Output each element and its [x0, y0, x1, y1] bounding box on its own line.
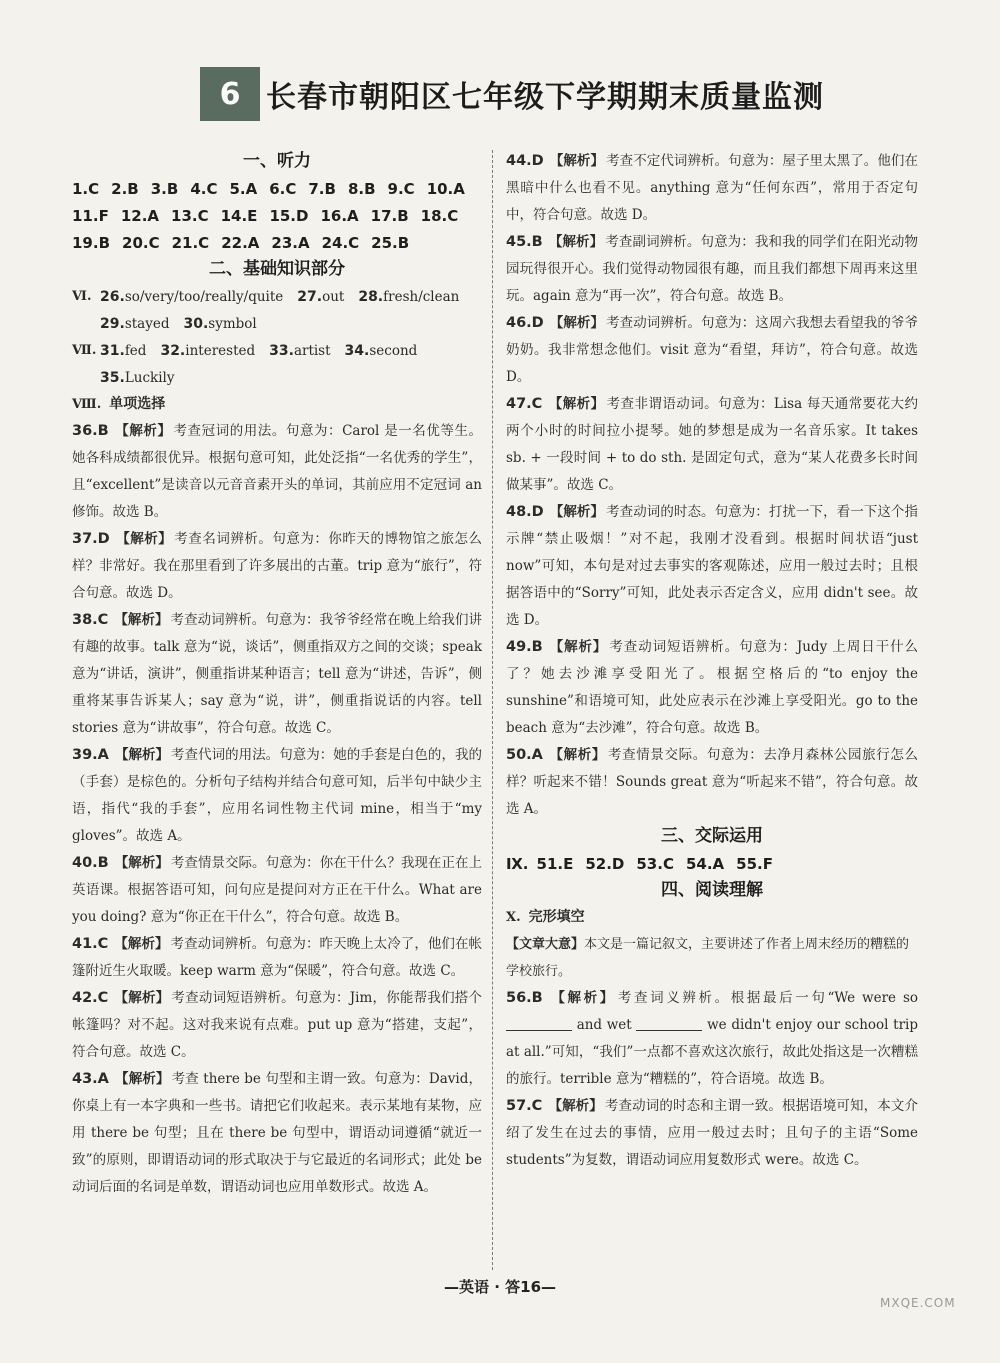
answer-item: 23.A	[271, 233, 310, 252]
answer-number: 49.B	[506, 639, 543, 655]
answer-item: 14.E	[220, 206, 258, 225]
answer-number: 45.B	[506, 234, 543, 250]
explanation-text: 考查代词的用法。句意为：她的手套是白色的，我的（手套）是棕色的。分析句子结构并结合句意可知，后半句中缺少主语，指代“我的手套”，应用名词性物主代词 mine，相当于“my gloves”。故选 A。	[72, 747, 483, 844]
answer-item: 4.C	[190, 179, 218, 198]
answer-number: 46.D	[506, 315, 544, 331]
x-title: 完形填空	[528, 909, 585, 925]
answer-item: 24.C	[321, 233, 360, 252]
right-column	[506, 148, 918, 1174]
answer-word: symbol	[208, 315, 257, 332]
answer-number: 40.B	[72, 855, 109, 871]
vii-row-2	[72, 364, 482, 391]
right-explanations	[506, 148, 918, 823]
answer-item: 54.A	[685, 854, 725, 873]
vi-label: Ⅵ.	[72, 289, 92, 304]
answer-word: fed	[124, 342, 147, 359]
answer-item: 16.A	[320, 206, 359, 225]
page-title: 长春市朝阳区七年级下学期期末质量监测	[266, 80, 824, 115]
fill-answer	[160, 343, 255, 359]
q56-text-a: 考查词义辨析。根据最后一句“We were so	[617, 990, 919, 1006]
explanation-57	[506, 1093, 918, 1174]
blank-line	[636, 1017, 702, 1031]
viii-label: Ⅷ.	[72, 397, 102, 412]
answer-number: 32.	[160, 342, 186, 359]
explanation-text: 考查冠词的用法。句意为：Carol 是一名优等生。她各科成绩都很优异。根据句意可知，此处泛指“一名优秀的学生”，且“excellent”是读音以元音音素开头的单词，其前应用不定冠词 an 修饰。故选 B。	[72, 423, 482, 520]
answer-word: fresh/clean	[383, 288, 460, 305]
answer-number: 31.	[100, 342, 125, 359]
explanation-text: 考查动词短语辨析。句意为：Jim，你能帮我们搭个帐篷吗？对不起。这对我来说有点难。put up 意为“搭建，支起”，符合句意。故选 C。	[72, 990, 483, 1060]
fill-answer	[100, 370, 174, 386]
section-communication-title: 三、交际运用	[661, 826, 763, 846]
answer-number: 30.	[183, 315, 209, 332]
fill-answer	[297, 289, 344, 305]
answer-item: 18.C	[420, 206, 459, 225]
fill-answer	[100, 289, 283, 305]
analysis-tag: 【解析】	[549, 153, 605, 169]
explanation-item	[72, 985, 482, 1066]
answer-row	[72, 202, 482, 229]
answer-item: 22.A	[221, 233, 260, 252]
x-label: Ⅹ.	[506, 910, 521, 925]
answer-number: 29.	[100, 315, 125, 332]
vi-row-1	[72, 283, 482, 310]
q56-text-b: and wet	[576, 1017, 632, 1033]
analysis-tag: 【解析】	[114, 747, 170, 763]
ix-label: Ⅸ.	[506, 854, 529, 873]
explanation-item	[72, 526, 482, 607]
answer-item: 25.B	[371, 233, 410, 252]
viii-title: 单项选择	[109, 396, 166, 412]
explanation-text: 考查情景交际。句意为：你在干什么？我现在正在上英语课。根据答语可知，问句应是提问对方正在干什么。What are you doing? 意为“你正在干什么”，符合句意。故选 B。	[72, 855, 483, 925]
analysis-tag: 【解析】	[549, 315, 605, 331]
answer-item: 8.B	[347, 179, 376, 198]
section-basic-title: 二、基础知识部分	[209, 259, 345, 279]
analysis-tag: 【解析】	[548, 1098, 603, 1114]
answer-item: 1.C	[72, 179, 100, 198]
answer-word: artist	[293, 342, 331, 359]
answer-item: 2.B	[111, 179, 139, 198]
answer-item: 17.B	[370, 206, 409, 225]
vii-row-1	[72, 337, 482, 364]
explanation-text: 考查不定代词辨析。句意为：屋子里太黑了。他们在黑暗中什么也看不见。anything 意为“任何东西”，常用于否定句中，符合句意。故选 D。	[506, 153, 919, 223]
answer-number: 42.C	[72, 990, 109, 1006]
explanation-text: 考查动词辨析。句意为：昨天晚上太冷了，他们在帐篷附近生火取暖。keep warm 意为“保暖”，符合句意。故选 C。	[72, 936, 483, 979]
explanation-item	[72, 931, 482, 985]
explanation-text: 考查动词辨析。句意为：这周六我想去看望我的爷爷奶奶。我非常想念他们。visit 意为“看望，拜访”，符合句意。故选 D。	[506, 315, 919, 385]
left-explanations	[72, 418, 482, 1201]
analysis-tag: 【解析】	[114, 855, 169, 871]
analysis-tag: 【解析】	[548, 747, 607, 763]
answer-number: 34.	[344, 342, 370, 359]
fill-answer	[100, 316, 169, 332]
answer-number: 57.C	[506, 1098, 543, 1114]
answer-item: 15.D	[269, 206, 309, 225]
analysis-tag: 【解析】	[115, 531, 173, 547]
answer-item: 9.C	[387, 179, 415, 198]
fill-answer	[269, 343, 330, 359]
answer-item: 10.A	[426, 179, 465, 198]
vii-label: Ⅶ.	[72, 343, 97, 358]
explanation-text: 考查 there be 句型和主谓一致。句意为：David，你桌上有一本字典和一些书。请把它们收起来。表示某地有某物，应用 there be 句型；且在 there be 句型中，谓语动词遵循“就近一致”的原则，即谓语动词的形式取决于与它最近的名词形式；此处 be 动词后面的名词是单数，谓语动词也应用单数形式。故选 A。	[72, 1071, 483, 1195]
analysis-tag: 【解析】	[548, 396, 605, 412]
explanation-text: 考查副词辨析。句意为：我和我的同学们在阳光动物园玩得很开心。我们觉得动物园很有趣，而且我们都想下周再来这里玩。again 意为“再一次”，符合句意。故选 B。	[506, 234, 919, 304]
answer-item: 7.B	[308, 179, 336, 198]
answer-item: 5.A	[229, 179, 258, 198]
explanation-text: 考查动词的时态和主谓一致。根据语境可知，本文介绍了发生在过去的事情，应用一般过去时；且句子的主语“Some students”为复数，谓语动词应用复数形式 were。故选 C。	[506, 1098, 919, 1168]
answer-number: 36.B	[72, 423, 109, 439]
left-column	[72, 148, 482, 1201]
answer-word: second	[369, 342, 418, 359]
explanation-56	[506, 985, 918, 1093]
section-listening-title: 一、听力	[243, 151, 311, 171]
answer-number: 47.C	[506, 396, 543, 412]
analysis-tag: 【解析】	[548, 639, 608, 655]
answer-number: 37.D	[72, 531, 110, 547]
viii-heading	[72, 391, 482, 418]
column-divider	[492, 150, 493, 1270]
analysis-tag: 【解析】	[114, 1071, 170, 1087]
page-footer: —英语 · 答16—	[443, 1278, 557, 1296]
answer-item: 53.C	[636, 854, 674, 873]
fill-answer	[183, 316, 256, 332]
answer-number: 35.	[100, 369, 125, 386]
ix-answers	[506, 850, 918, 877]
explanation-text: 考查名词辨析。句意为：你昨天的博物馆之旅怎么样？非常好。我在那里看到了许多展出的古董。trip 意为“旅行”，符合句意。故选 D。	[72, 531, 483, 601]
analysis-tag: 【解析】	[114, 612, 169, 628]
blank-line	[506, 1017, 572, 1031]
answer-number: 48.D	[506, 504, 544, 520]
explanation-text: 考查动词辨析。句意为：我爷爷经常在晚上给我们讲有趣的故事。talk 意为“说，谈话”，侧重指双方之间的交谈；speak 意为“讲话，演讲”，侧重指讲某种语言；tell 意为“讲述，告诉”，侧重将某事告诉某人；say 意为“说，讲”，侧重指说话的内容。tell stories 意为“讲故事”，符合句意。故选 C。	[72, 612, 483, 736]
article-summary	[506, 931, 918, 985]
explanation-item	[506, 229, 918, 310]
explanation-text: 考查情景交际。句意为：去净月森林公园旅行怎么样？听起来不错！Sounds great 意为“听起来不错”，符合句意。故选 A。	[506, 747, 919, 817]
analysis-tag: 【解析】	[549, 504, 605, 520]
listening-answers	[72, 175, 482, 256]
answer-row	[72, 175, 482, 202]
answer-word: Luckily	[124, 369, 175, 386]
explanation-item	[506, 148, 918, 229]
q56-text-c: we didn't enjoy our school trip at all.”可知，“我们”一点都不喜欢这次旅行，故此处指这是一次糟糕的旅行。terrible 意为“糟糕的”，符合语境。故选 B。	[506, 1017, 918, 1087]
fill-answer	[358, 289, 459, 305]
answer-number: 56.B	[506, 990, 543, 1006]
answer-word: so/very/too/really/quite	[124, 288, 284, 305]
answer-number: 26.	[100, 288, 125, 305]
analysis-tag: 【解析】	[548, 990, 616, 1006]
answer-item: 12.A	[120, 206, 160, 225]
analysis-tag: 【解析】	[548, 234, 604, 250]
analysis-tag: 【解析】	[114, 423, 172, 439]
explanation-item	[506, 310, 918, 391]
answer-number: 41.C	[72, 936, 109, 952]
summary-text: 本文是一篇记叙文，主要讲述了作者上周末经历的糟糕的学校旅行。	[506, 937, 910, 979]
answer-item: 13.C	[171, 206, 209, 225]
answer-number: 43.A	[72, 1071, 109, 1087]
x-heading	[506, 904, 918, 931]
summary-tag: 【文章大意】	[506, 937, 585, 952]
explanation-item	[506, 499, 918, 634]
analysis-tag: 【解析】	[114, 936, 169, 952]
explanation-text: 考查动词的时态。句意为：打扰一下，看一下这个指示牌“禁止吸烟！”对不起，我刚才没看到。根据时间状语“just now”可知，本句是对过去事实的客观陈述，应用一般过去时；且根据答语中的“Sorry”可知，此处表示否定含义，应用 didn't see。故选 D。	[506, 504, 919, 628]
explanation-item	[72, 607, 482, 742]
answer-item: 19.B	[72, 233, 111, 252]
chapter-badge: 6	[200, 67, 260, 121]
analysis-tag: 【解析】	[114, 990, 170, 1006]
explanation-item	[72, 1066, 482, 1201]
explanation-item	[506, 742, 918, 823]
explanation-item	[506, 391, 918, 499]
answer-number: 50.A	[506, 747, 543, 763]
answer-number: 28.	[358, 288, 384, 305]
answer-row	[72, 229, 482, 256]
answer-item: 20.C	[122, 233, 160, 252]
explanation-text: 考查动词短语辨析。句意为：Judy 上周日干什么了？她去沙滩享受阳光了。根据空格后的“to enjoy the sunshine”和语境可知，此处应表示在沙滩上享受阳光。go to the beach 意为“去沙滩”，符合句意。故选 B。	[506, 639, 919, 736]
answer-item: 21.C	[171, 233, 210, 252]
fill-answer	[100, 343, 146, 359]
answer-item: 11.F	[72, 206, 109, 225]
answer-word: stayed	[124, 315, 170, 332]
page-header	[200, 66, 824, 122]
answer-word: interested	[185, 342, 256, 359]
explanation-item	[506, 634, 918, 742]
answer-number: 27.	[297, 288, 323, 305]
answer-item: 52.D	[585, 854, 625, 873]
explanation-text: 考查非谓语动词。句意为：Lisa 每天通常要花大约两个小时的时间拉小提琴。她的梦想是成为一名音乐家。It takes sb. + 一段时间 + to do sth. 是固定句式，意为“某人花费多长时间做某事”。故选 C。	[506, 396, 918, 493]
fill-answer	[345, 343, 418, 359]
site-watermark: MXQE.COM	[880, 1296, 956, 1310]
section-reading-title: 四、阅读理解	[661, 880, 763, 900]
explanation-item	[72, 742, 482, 850]
answer-item: 6.C	[269, 179, 297, 198]
vi-row-2	[72, 310, 482, 337]
explanation-item	[72, 850, 482, 931]
answer-item: 3.B	[150, 179, 179, 198]
answer-number: 38.C	[72, 612, 109, 628]
answer-number: 33.	[269, 342, 294, 359]
explanation-item	[72, 418, 482, 526]
answer-item: 55.F	[736, 854, 773, 873]
answer-number: 44.D	[506, 153, 544, 169]
answer-word: out	[322, 288, 345, 305]
answer-item: 51.E	[536, 854, 574, 873]
answer-number: 39.A	[72, 747, 109, 763]
